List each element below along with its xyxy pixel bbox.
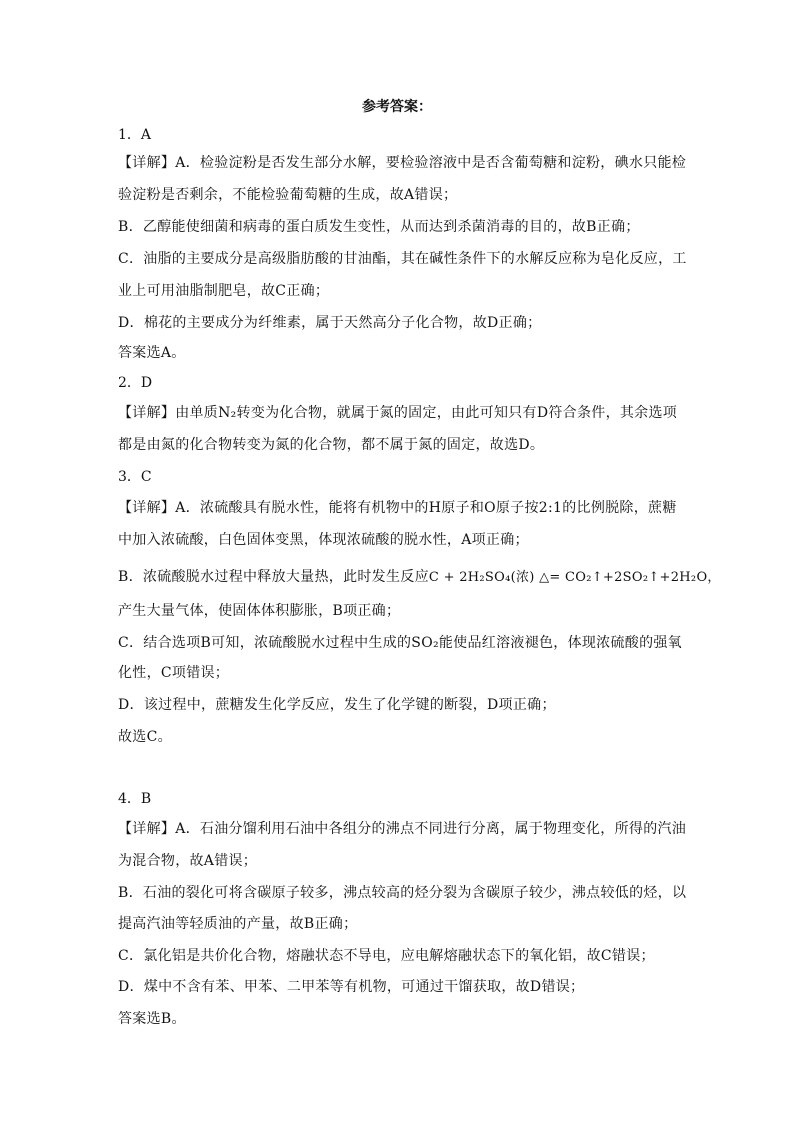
question-2-number: 2．D [118,375,153,391]
question-1-line-1: 【详解】A．检验淀粉是否发生部分水解，要检验溶液中是否含葡萄糖和淀粉，碘水只能检 [118,155,687,171]
question-3-line-2: 中加入浓硫酸，白色固体变黑，体现浓硫酸的脱水性，A项正确； [118,532,529,548]
question-3-line-8: 故选C。 [118,729,172,745]
question-4-line-3: B．石油的裂化可将含碳原子较多，沸点较高的烃分裂为含碳原子较少，沸点较低的烃，以 [118,885,687,901]
question-3-number: 3．C [118,469,152,485]
question-4-line-7: 答案选B。 [118,1011,186,1027]
question-1-line-5: 业上可用油脂制肥皂，故C正确； [118,283,330,299]
question-3-line-3 [118,566,721,589]
question-1-line-2: 验淀粉是否剩余，不能检验葡萄糖的生成，故A错误； [118,187,458,203]
question-4-line-5: C．氯化铝是共价化合物，熔融状态不导电，应电解熔融状态下的氧化铝，故C错误； [118,948,655,964]
question-4-line-4: 提高汽油等轻质油的产量，故B正确； [118,916,358,932]
page-title: 参考答案： [362,99,432,115]
question-2-line-2: 都是由氮的化合物转变为氮的化合物，都不属于氮的固定，故选D。 [118,437,545,453]
question-1-number: 1．A [118,127,152,143]
question-1-line-3: B．乙醇能使细菌和病毒的蛋白质发生变性，从而达到杀菌消毒的目的，故B正确； [118,219,640,235]
question-3-line-5: C．结合选项B可知，浓硫酸脱水过程中生成的SO₂能使品红溶液褪色，体现浓硫酸的强氧 [118,635,682,651]
question-1-line-4: C．油脂的主要成分是高级脂肪酸的甘油酯，其在碱性条件下的水解反应称为皂化反应，工 [118,251,687,267]
question-4-line-6: D．煤中不含有苯、甲苯、二甲苯等有机物，可通过干馏获取，故D错误； [118,979,585,995]
question-4-number: 4．B [118,791,152,807]
reaction-equation: C + 2H₂SO₄(浓) △= CO₂↑+2SO₂↑+2H₂O， [428,570,721,585]
question-1-line-6: D．棉花的主要成分为纤维素，属于天然高分子化合物，故D正确； [118,315,542,331]
question-2-line-1: 【详解】由单质N₂转变为化合物，就属于氮的固定，由此可知只有D符合条件，其余选项 [118,405,678,421]
question-3-line-7: D．该过程中，蔗糖发生化学反应，发生了化学键的断裂，D项正确； [118,697,556,713]
question-3-line-4: 产生大量气体，使固体体积膨胀，B项正确； [118,603,401,619]
question-1-line-7: 答案选A。 [118,345,186,361]
question-4-line-1: 【详解】A．石油分馏利用石油中各组分的沸点不同进行分离，属于物理变化，所得的汽油 [118,821,687,837]
question-3-line-3-text: B．浓硫酸脱水过程中释放大量热，此时发生反应 [118,569,429,585]
question-3-line-1: 【详解】A．浓硫酸具有脱水性，能将有机物中的H原子和O原子按2:1的比例脱除，蔗糖 [118,500,677,516]
question-4-line-2: 为混合物，故A错误； [118,853,258,869]
question-3-line-6: 化性，C项错误； [118,665,230,681]
